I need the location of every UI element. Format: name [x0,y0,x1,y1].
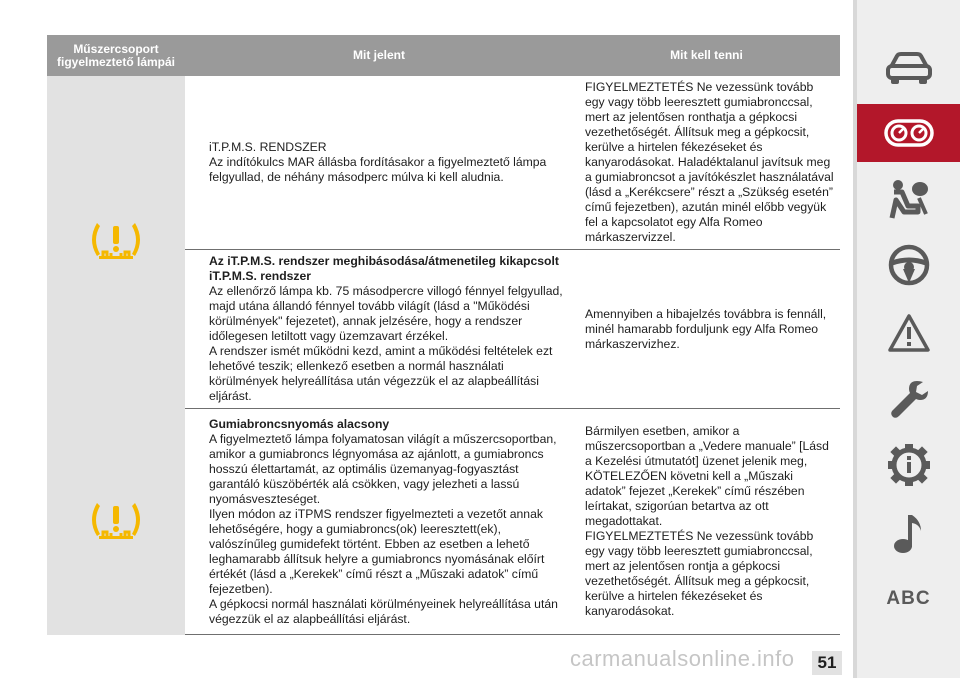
meaning-title: iT.P.M.S. RENDSZER [209,140,327,154]
header-lamps: Műszercsoport figyelmeztető lámpái [47,35,185,76]
lamp-cell [47,409,185,635]
sidebar-item-driving[interactable] [857,244,960,286]
table-row [47,409,840,635]
meaning-text-3: A gépkocsi normál használati körülményeinek helyreállítása után végezzük el az alapbeállítási eljárást. [209,596,558,626]
meaning-text: Az ellenőrző lámpa kb. 75 másodpercre villogó fénnyel felgyullad, majd utána állandó fénnyel tovább világít (lásd a "Működési körülmények" fejezetet), annak jelzésére, hogy a rendszer időlegesen letiltott vagy üzemzavart érzékel. [209,284,563,343]
meaning-text-2: A rendszer ismét működni kezd, amint a működési feltételek ezt lehetővé teszik; ellenkező esetben a normál használati körülmények helyreállítása után végezzük el az alapbeállítási eljárást. [209,344,553,403]
meaning-text: A figyelmeztető lámpa folyamatosan világít a műszercsoportban, amikor a gumiabroncs légnyomása az ajánlott, a gumiabroncs hosszú élettartamát, az optimális üzemanyag-fogyasztást garantáló küszöbérték alá csökken, vagy jelezheti a lassú nyomásveszteséget. [209,431,557,506]
meaning-text: Az indítókulcs MAR állásba fordításakor a figyelmeztető lámpa felgyullad, de néhány másodperc múlva ki kell aludnia. [209,155,547,184]
wrench-icon [887,377,931,421]
sidebar-item-technical-data[interactable] [857,444,960,486]
meaning-text-2: Ilyen módon az iTPMS rendszer figyelmezteti a vezetőt annak lehetőségére, hogy a gumiabroncs(ok) leeresztett(ek), valószínűleg gumidefekt történt. Ebben az esetben a lehető leghamarabb állítsuk helyre a gumiabroncs nyomásának előírt értékét (lásd a „Kerekek” című részt a „Műszaki adatok” című fejezetben). [209,506,545,596]
sidebar-item-emergency[interactable] [857,312,960,354]
action-cell [573,250,840,409]
instrument-cluster-icon [884,118,934,148]
meaning-title: Az iT.P.M.S. rendszer meghibásodása/átmenetileg kikapcsolt iT.P.M.S. rendszer [209,254,559,283]
action-text: FIGYELMEZTETÉS Ne vezessünk tovább egy vagy több leeresztett gumiabronccsal, mert az jelentősen ronthatja a gépkocsi vezethetőségét. Állítsuk meg a gépkocsit, kerülve a hirtelen fékezéseket és kanyarodásokat. Haladéktalanul javítsuk meg a gumiabroncsot a javítókészlet használatával (lásd a „Kerékcsere” részt a „Szükség esetén” című fejezetben), azután minél előbb vegyük fel a kapcsolatot egy Alfa Romeo márkaszervizzel. [585,80,834,244]
sidebar-item-multimedia[interactable] [857,512,960,554]
action-text: Bármilyen esetben, amikor a műszercsoportban a „Vedere manuale” [Lásd a Kezelési útmutatót] üzenet jelenik meg, KÖTELEZŐEN követni kell a „Műszaki adatok” fejezet „Kerekek” című részében leírtakat, szigorúan betartva az ott megadottakat. [585,424,829,528]
music-note-icon [891,511,927,555]
sidebar-item-instruments[interactable] [857,104,960,162]
action-text-2: FIGYELMEZTETÉS Ne vezessünk tovább egy vagy több leeresztett gumiabronccsal, mert az jelentősen rontja a gépkocsi vezethetőségét. Állítsuk meg a gépkocsit, kerülve a hirtelen fékezéseket és kanyarodásokat. [585,529,814,618]
meaning-cell [185,409,573,635]
lamp-cell [47,76,185,409]
warning-lamp-table [47,35,840,635]
sidebar-item-index[interactable] [857,578,960,620]
table-row [47,76,840,250]
watermark: carmanualsonline.info [570,646,795,671]
sidebar-item-safety[interactable] [857,178,960,220]
technical-data-gear-icon [886,442,932,488]
page-number: 51 [812,651,842,675]
tyre-pressure-warning-icon [83,498,149,542]
meaning-title: Gumiabroncsnyomás alacsony [209,416,390,431]
action-text: Amennyiben a hibajelzés továbbra is fennáll, minél hamarabb forduljunk egy Alfa Romeo márkaszervizhez. [585,306,827,351]
header-meaning: Mit jelent [185,35,573,76]
abc-index-label: ABC [886,588,931,609]
car-icon [885,51,933,85]
meaning-cell [185,250,573,409]
warning-triangle-icon [887,313,931,353]
header-action: Mit kell tenni [573,35,840,76]
airbag-passenger-icon [886,178,932,220]
table-header-row [47,35,840,76]
action-cell [573,76,840,250]
tyre-pressure-warning-icon [83,218,149,262]
meaning-cell [185,76,573,250]
sidebar-item-car[interactable] [857,47,960,89]
sidebar-item-maintenance[interactable] [857,378,960,420]
steering-wheel-icon [887,243,931,287]
action-cell [573,409,840,635]
